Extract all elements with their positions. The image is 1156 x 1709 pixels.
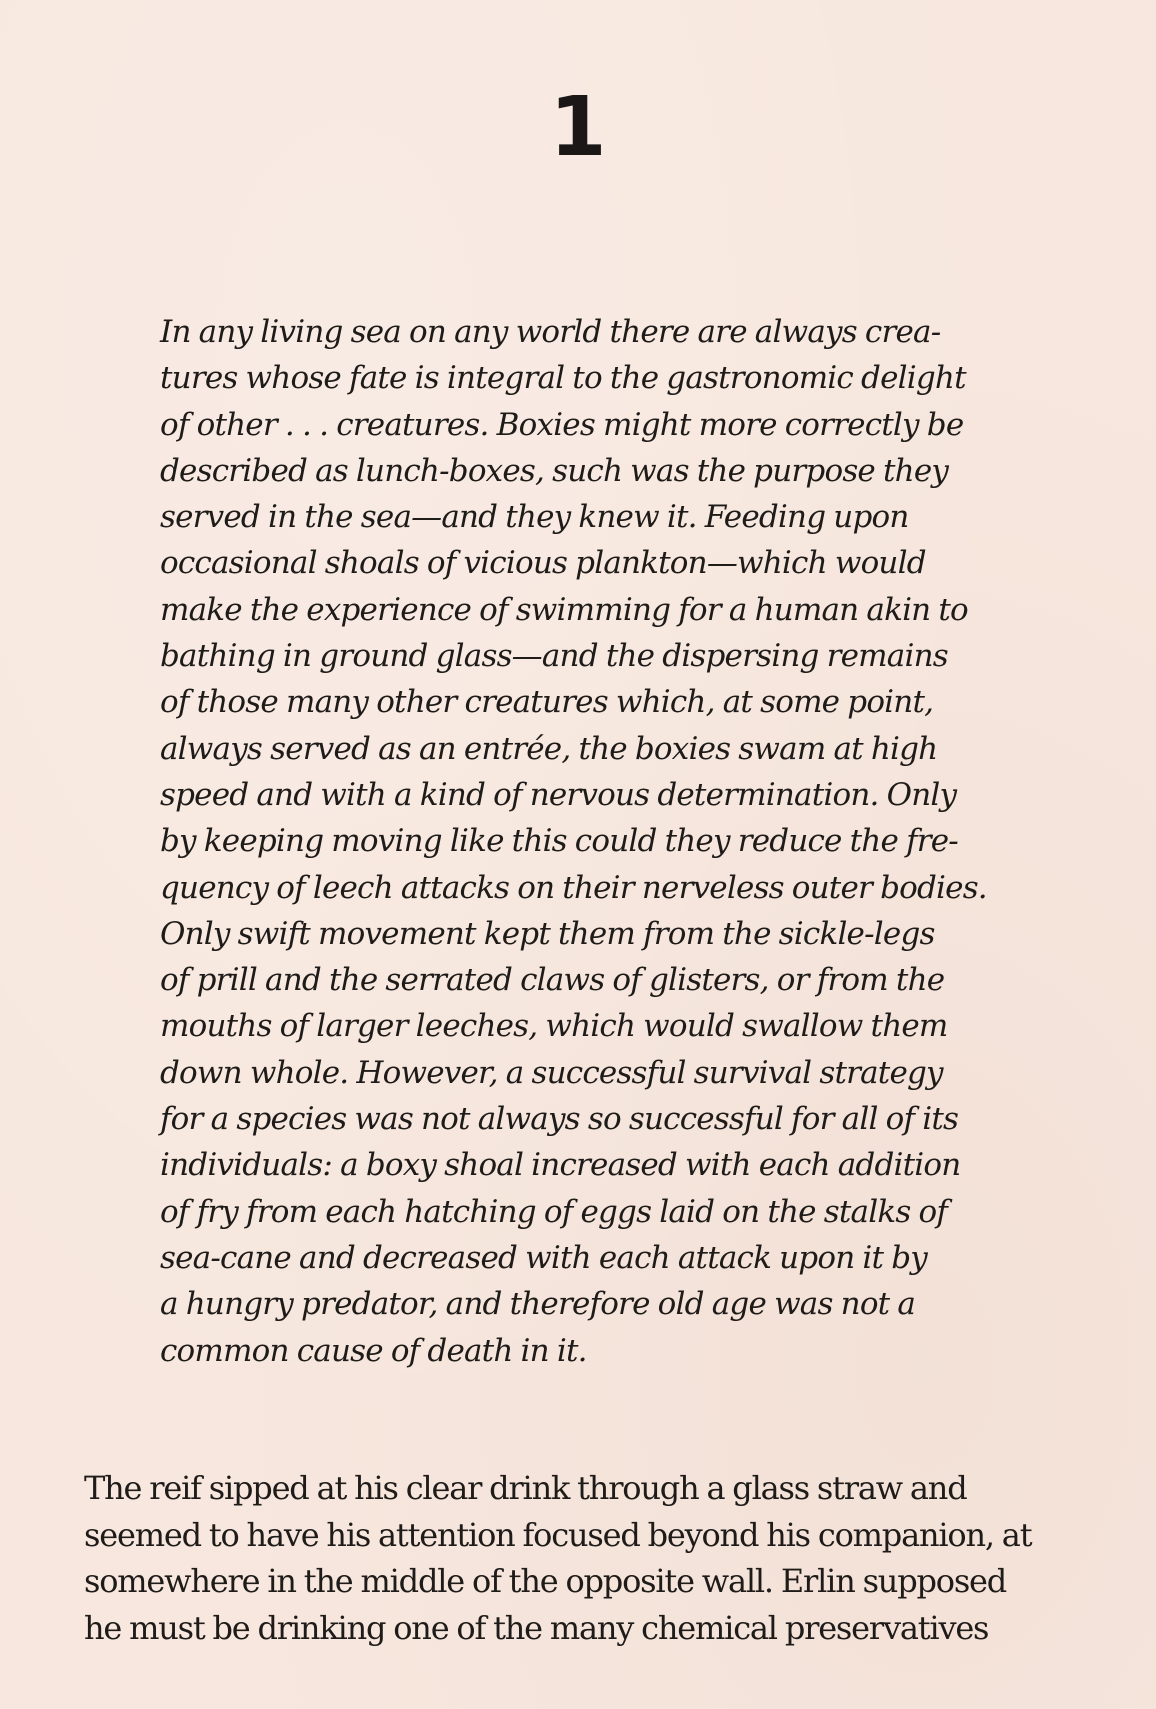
body-line: somewhere in the middle of the opposite wall. Erlin supposed bbox=[84, 1562, 1007, 1600]
epigraph-line: common cause of death in it. bbox=[160, 1332, 587, 1369]
epigraph-line: always served as an entrée, the boxies swam at high bbox=[160, 730, 938, 767]
body-line: seemed to have his attention focused beyond his companion, at bbox=[84, 1515, 1032, 1554]
epigraph-line: Only swift movement kept them from the sickle-legs bbox=[160, 915, 935, 952]
body-line: The reif sipped at his clear drink through a glass straw and bbox=[84, 1469, 967, 1507]
epigraph-line: served in the sea—and they knew it. Feeding upon bbox=[160, 499, 909, 536]
epigraph-line: mouths of larger leeches, which would swallow them bbox=[160, 1008, 948, 1045]
epigraph-line: quency of leech attacks on their nerveless outer bodies. bbox=[160, 869, 987, 906]
epigraph-line: occasional shoals of vicious plankton—which would bbox=[160, 545, 926, 582]
epigraph-line: tures whose fate is integral to the gastronomic delight bbox=[160, 360, 966, 397]
body-paragraph bbox=[84, 1465, 1084, 1651]
chapter-number: 1 bbox=[549, 80, 607, 175]
epigraph-line: by keeping moving like this could they reduce the fre- bbox=[160, 823, 958, 860]
body-line: he must be drinking one of the many chemical preservatives bbox=[84, 1608, 989, 1647]
epigraph-line: down whole. However, a successful survival strategy bbox=[160, 1054, 943, 1091]
epigraph-line: of fry from each hatching of eggs laid on the stalks of bbox=[160, 1193, 948, 1230]
epigraph-line: sea-cane and decreased with each attack upon it by bbox=[160, 1239, 928, 1276]
epigraph-line: described as lunch-boxes, such was the purpose they bbox=[160, 452, 949, 489]
epigraph-line: make the experience of swimming for a human akin to bbox=[160, 591, 968, 628]
epigraph-line: a hungry predator, and therefore old age was not a bbox=[160, 1286, 916, 1323]
epigraph-line: for a species was not always so successful for all of its bbox=[160, 1101, 959, 1138]
epigraph-block bbox=[160, 309, 1000, 1374]
epigraph-line: bathing in ground glass—and the dispersing remains bbox=[160, 638, 948, 675]
epigraph-line: individuals: a boxy shoal increased with each addition bbox=[160, 1147, 961, 1184]
epigraph-line: speed and with a kind of nervous determination. Only bbox=[160, 776, 957, 813]
epigraph-line: In any living sea on any world there are always crea- bbox=[160, 314, 941, 350]
epigraph-line: of those many other creatures which, at some point, bbox=[160, 684, 934, 721]
epigraph-line: of prill and the serrated claws of glisters, or from the bbox=[160, 962, 945, 999]
epigraph-line: of other . . . creatures. Boxies might more correctly be bbox=[160, 406, 964, 443]
